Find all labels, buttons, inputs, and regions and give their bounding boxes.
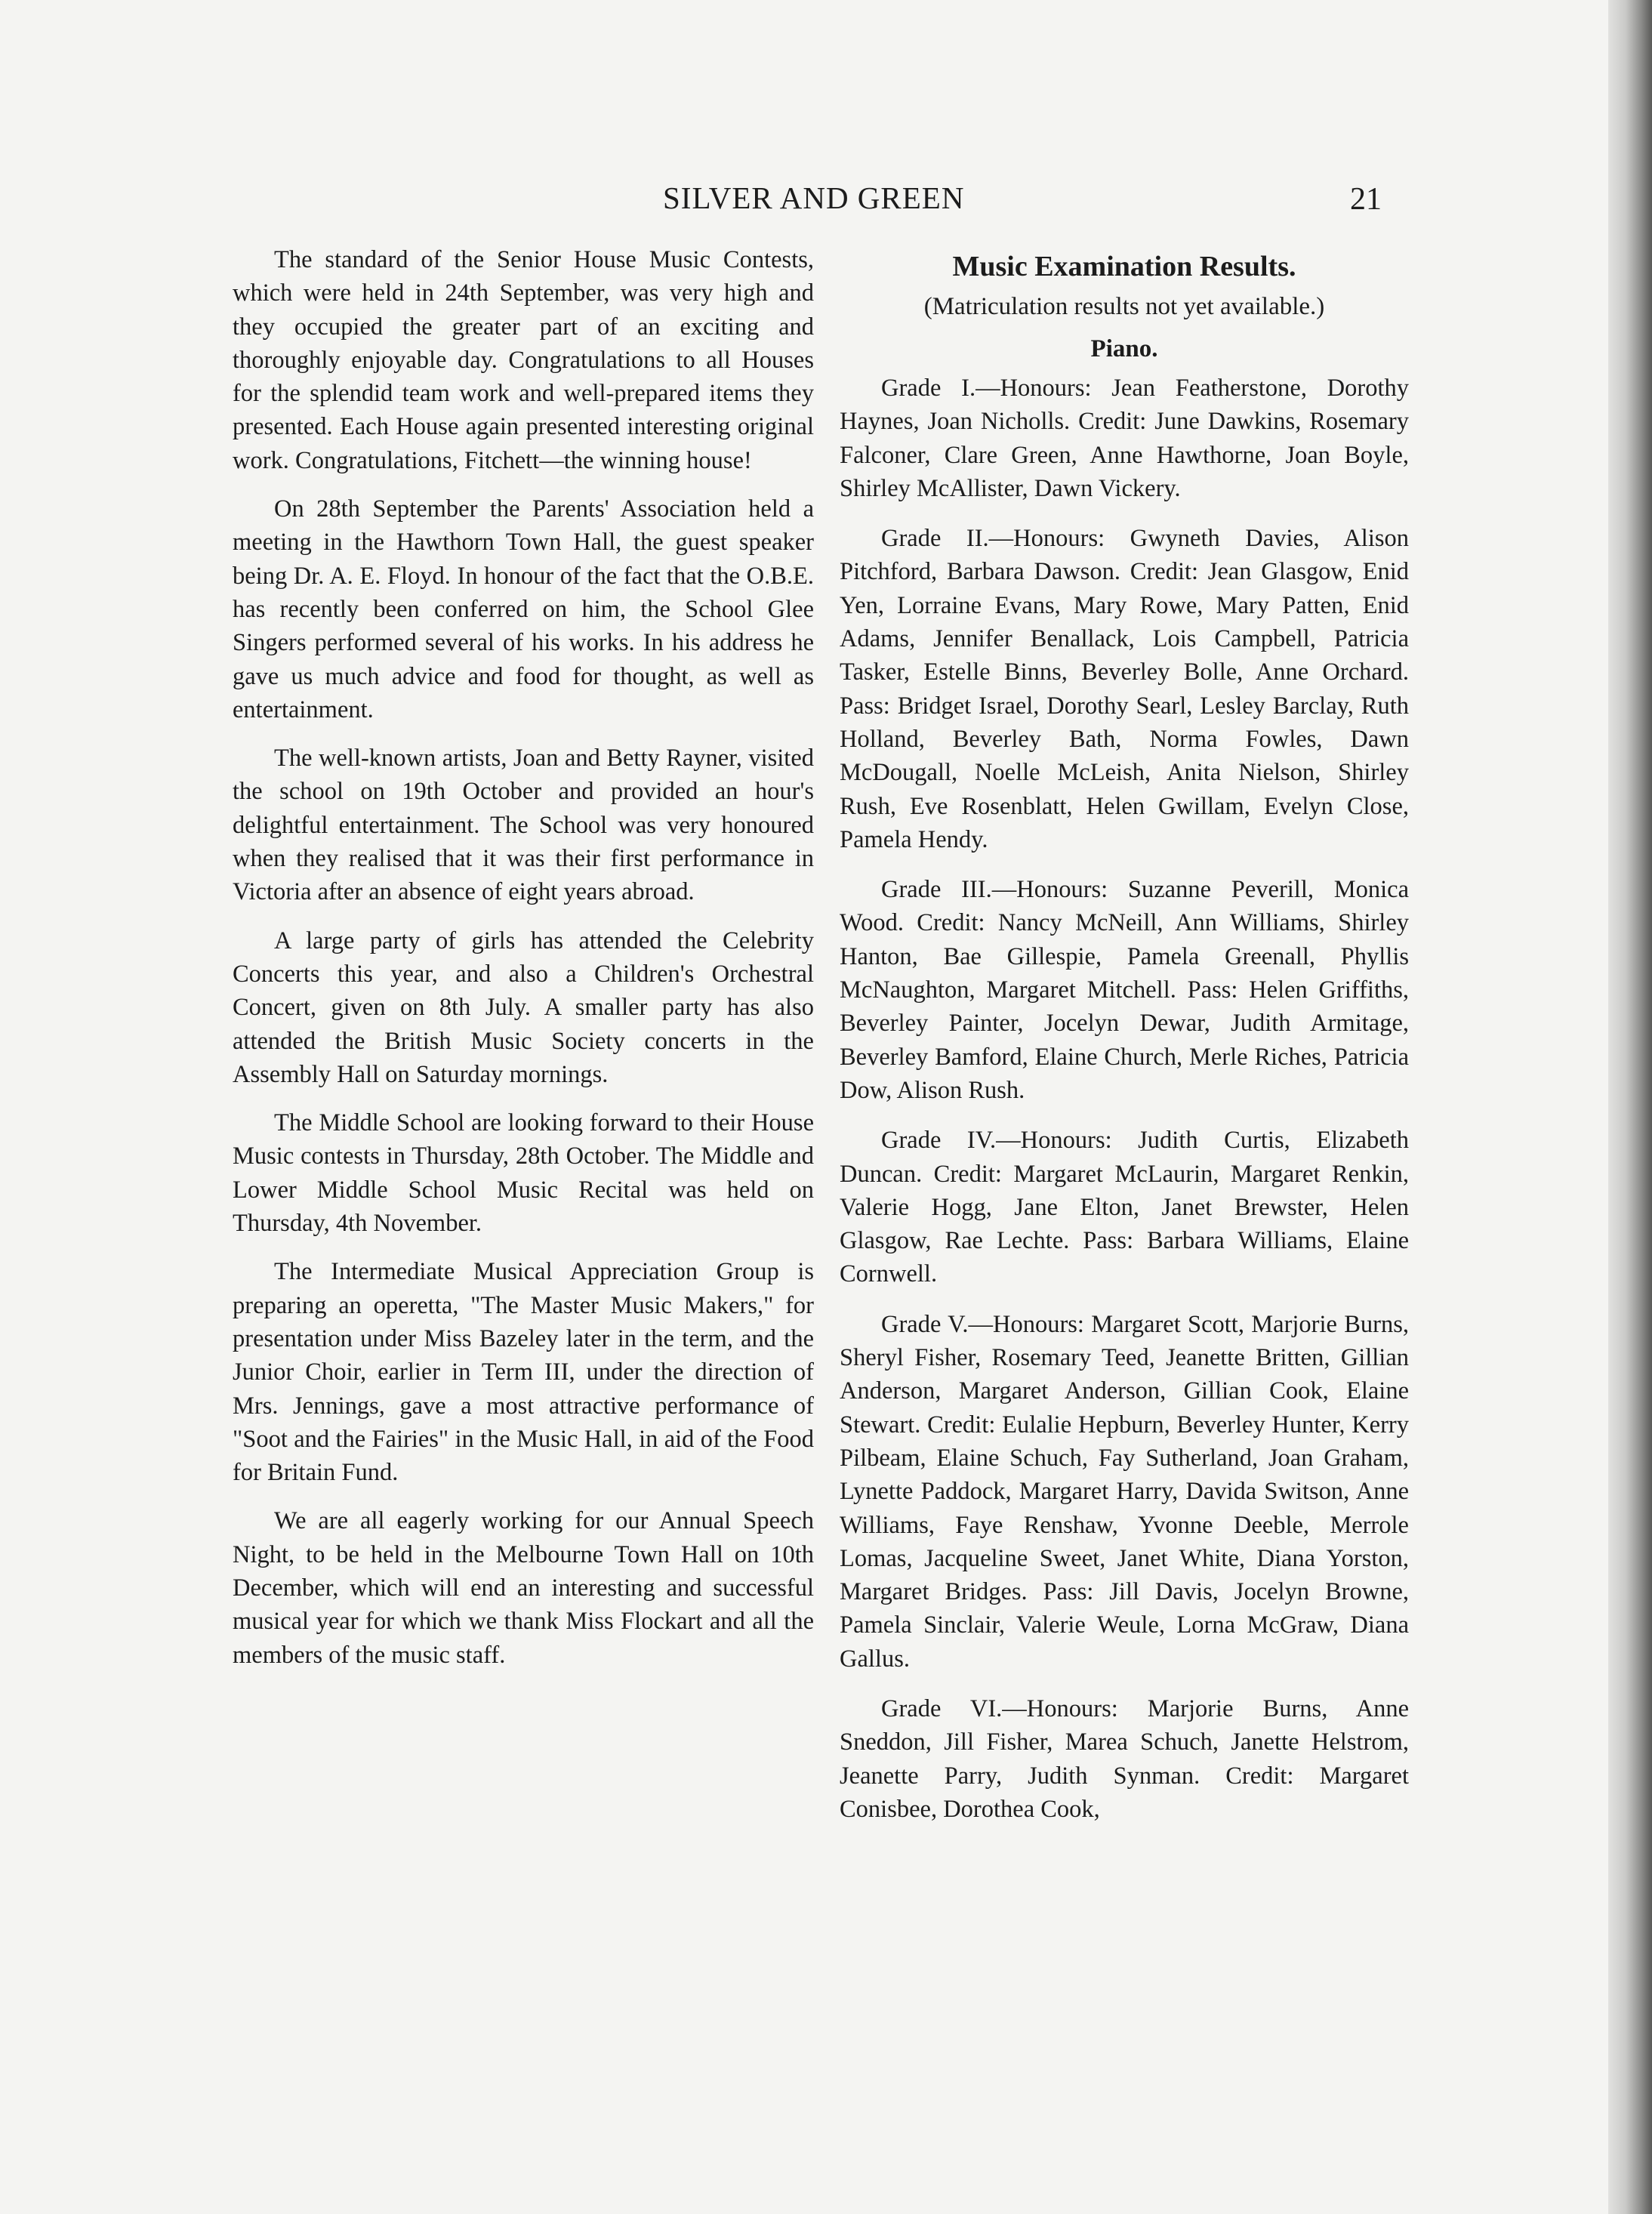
paragraph-rayner-visit: The well-known artists, Joan and Betty Rayner, visited the school on 19th October and provided an hour's delightful entertainment. The School was very honoured when they realised that it was their first performance in Victoria after an absence of eight years abroad. (233, 745, 814, 906)
paragraph-operetta: The Intermediate Musical Appreciation Group is preparing an operetta, "The Master Music Makers," for presentation under Miss Bazeley later in the term, and the Junior Choir, earlier in Term III, under the direction of Mrs. Jennings, gave a most attractive performance of "Soot and the Fairies" in the Music Hall, in aid of the Food for Britain Fund. (233, 1258, 814, 1487)
paragraph-celebrity-concerts: A large party of girls has attended the Celebrity Concerts this year, and also a Children's Orchestral Concert, given on 8th July. A smaller party has also attended the British Music Society concerts in the Assembly Hall on Saturday mornings. (233, 927, 814, 1088)
grade-1-results: Grade I.—Honours: Jean Featherstone, Dorothy Haynes, Joan Nicholls. Credit: June Dawkins, Rosemary Falconer, Clare Green, Anne Hawthorne, Joan Boyle, Shirley McAllister, Dawn Vickery. (840, 375, 1409, 502)
page-header (227, 180, 1404, 225)
page-edge-shadow (1608, 0, 1652, 2214)
running-title: SILVER AND GREEN (663, 180, 965, 215)
right-column (840, 248, 1409, 1842)
section-note: (Matriculation results not yet available.) (923, 293, 1325, 320)
page-number: 21 (1350, 182, 1382, 217)
left-column (233, 243, 814, 1687)
grade-3-results: Grade III.—Honours: Suzanne Peverill, Monica Wood. Credit: Nancy McNeill, Ann Williams, Shirley Hanton, Bae Gillespie, Pamela Greenall, Phyllis McNaughton, Margaret Mitchell. Pass: Helen Griffiths, Beverley Painter, Jocelyn Dewar, Judith Armitage, Beverley Bamford, Elaine Church, Merle Riches, Patricia Dow, Alison Rush. (840, 876, 1409, 1104)
section-heading: Music Examination Results. (952, 251, 1296, 282)
paragraph-parents-association: On 28th September the Parents' Association held a meeting in the Hawthorn Town Hall, the guest speaker being Dr. A. E. Floyd. In honour of the fact that the O.B.E. has recently been conferred on him, the School Glee Singers performed several of his works. In his address he gave us much advice and food for thought, as well as entertainment. (233, 495, 814, 723)
grade-4-results: Grade IV.—Honours: Judith Curtis, Elizabeth Duncan. Credit: Margaret McLaurin, Margaret Renkin, Valerie Hogg, Jane Elton, Janet Brewster, Helen Glasgow, Rae Lechte. Pass: Barbara Williams, Elaine Cornwell. (840, 1127, 1409, 1288)
grade-2-results: Grade II.—Honours: Gwyneth Davies, Alison Pitchford, Barbara Dawson. Credit: Jean Glasgow, Enid Yen, Lorraine Evans, Mary Rowe, Mary Patten, Enid Adams, Jennifer Benallack, Lois Campbell, Patricia Tasker, Estelle Binns, Beverley Bolle, Anne Orchard. Pass: Bridget Israel, Dorothy Searl, Lesley Barclay, Ruth Holland, Beverley Bath, Norma Fowles, Dawn McDougall, Noelle McLeish, Anita Nielson, Shirley Rush, Eve Rosenblatt, Helen Gwillam, Evelyn Close, Pamela Hendy. (840, 525, 1409, 853)
paragraph-speech-night: We are all eagerly working for our Annual Speech Night, to be held in the Melbourne Town Hall on 10th December, which will end an interesting and successful musical year for which we thank Miss Flockart and all the members of the music staff. (233, 1507, 814, 1669)
grade-5-results: Grade V.—Honours: Margaret Scott, Marjorie Burns, Sheryl Fisher, Rosemary Teed, Jeanette Britten, Gillian Anderson, Margaret Anderson, Gillian Cook, Elaine Stewart. Credit: Eulalie Hepburn, Beverley Hunter, Kerry Pilbeam, Elaine Schuch, Fay Sutherland, Joan Graham, Lynette Paddock, Margaret Harry, Davida Switson, Anne Williams, Faye Renshaw, Yvonne Deeble, Merrole Lomas, Jacqueline Sweet, Janet White, Diana Yorston, Margaret Bridges. Pass: Jill Davis, Jocelyn Browne, Pamela Sinclair, Valerie Weule, Lorna McGraw, Diana Gallus. (840, 1310, 1409, 1673)
sub-heading-piano: Piano. (1090, 335, 1158, 362)
paragraph-house-music-contests: The standard of the Senior House Music Contests, which were held in 24th September, was very high and they occupied the greater part of an exciting and thoroughly enjoyable day. Congratulations to all Houses for the splendid team work and well-prepared items they presented. Each House again presented interesting original work. Congratulations, Fitchett—the winning house! (233, 246, 814, 474)
grade-6-results: Grade VI.—Honours: Marjorie Burns, Anne Sneddon, Jill Fisher, Marea Schuch, Janette Helstrom, Jeanette Parry, Judith Synman. Credit: Margaret Conisbee, Dorothea Cook, (840, 1694, 1409, 1823)
paragraph-middle-school: The Middle School are looking forward to their House Music contests in Thursday, 28th October. The Middle and Lower Middle School Music Recital was held on Thursday, 4th November. (233, 1109, 814, 1238)
